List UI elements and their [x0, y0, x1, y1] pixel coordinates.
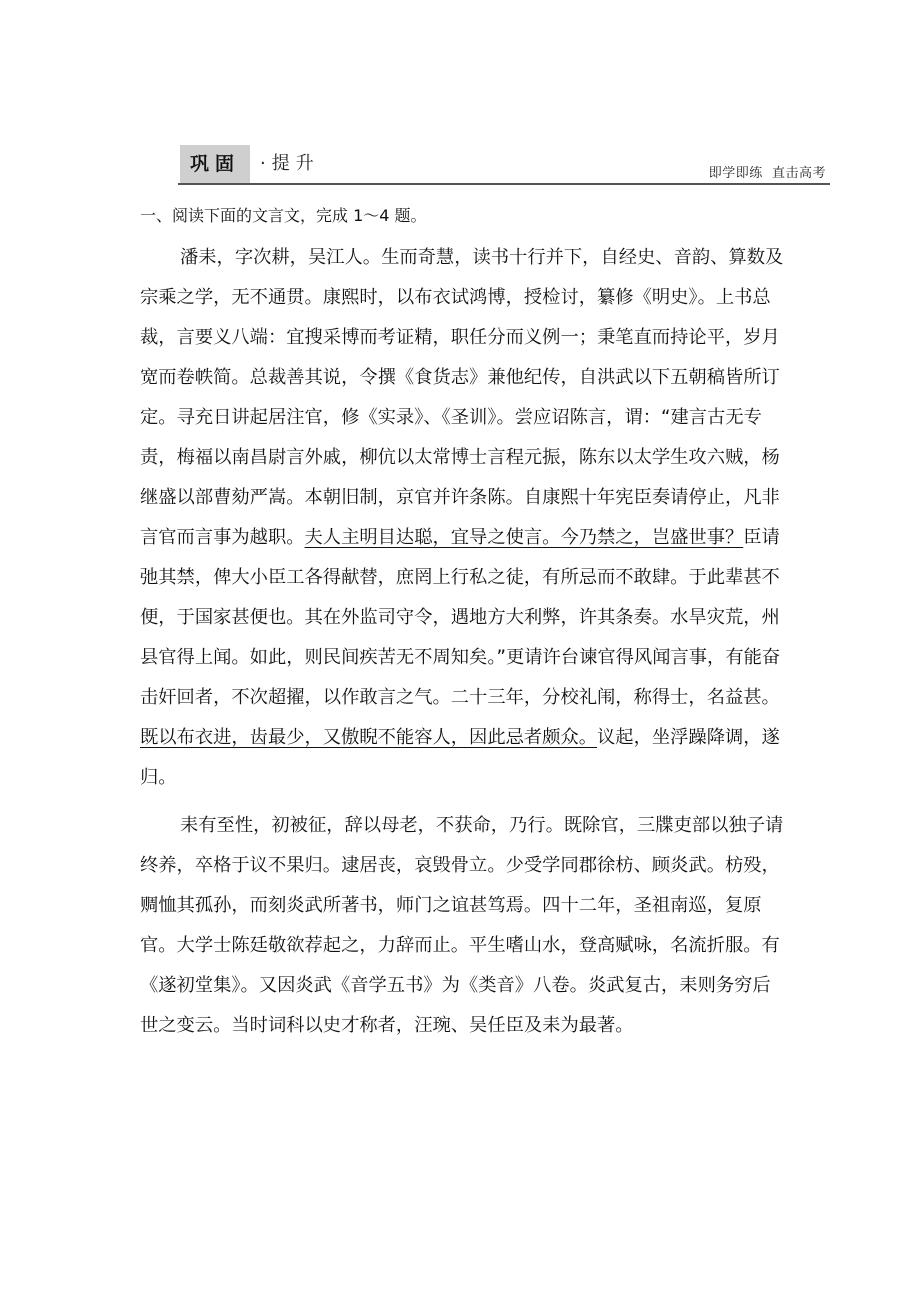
classical-text-passage — [140, 238, 786, 1046]
underlined-sentence-1: 夫人主明目达聪，宜导之使言。今乃禁之，岂盛世事？ — [304, 527, 744, 548]
paragraph-2: 耒有至性，初被征，辞以母老，不获命，乃行。既除官，三牒吏部以独子请终养，卒格于议不果归。逮居丧，哀毁骨立。少受学同郡徐枋、顾炎武。枋殁，赒恤其孤孙，而刻炎武所著书，师门之谊甚笃焉。四十二年，圣祖南巡，复原官。大学士陈廷敬欲荐起之，力辞而止。平生嗜山水，登高赋咏，名流折服。有《遂初堂集》。又因炎武《音学五书》为《类音》八卷。炎武复古，耒则务穷后世之变云。当时词科以史才称者，汪琬、吴任臣及耒为最著。 — [140, 815, 784, 1036]
paragraph-1-part-1: 潘耒，字次耕，吴江人。生而奇慧，读书十行并下，自经史、音韵、算数及宗乘之学，无不通贯。康熙时，以布衣试鸿博，授检讨，纂修《明史》。上书总裁，言要义八端：宜搜采博而考证精，职任分而义例一；秉笔直而持论平，岁月宽而卷帙简。总裁善其说，令撰《食货志》兼他纪传，自洪武以下五朝稿皆所订定。寻充日讲起居注官，修《实录》、《圣训》。尝应诏陈言，谓：“建言古无专责，梅福以南昌尉言外戚，柳伉以太常博士言程元振，陈东以太学生攻六贼，杨继盛以部曹劾严嵩。本朝旧制，京官并许条陈。自康熙十年宪臣奏请停止，凡非言官而言事为越职。 — [140, 247, 784, 548]
section-subtitle: ·提升 — [260, 153, 320, 174]
paragraph-1 — [140, 238, 786, 798]
section-tab-label: 巩固 — [180, 145, 250, 183]
header-divider — [178, 183, 830, 185]
header-slogan: 即学即练 直击高考 — [708, 166, 826, 181]
paragraph-1-part-3: 议起，坐浮躁降调，遂归。 — [140, 727, 780, 788]
section-header — [178, 145, 830, 185]
paragraph-1-part-2: 臣请弛其禁，俾大小臣工各得献替，庶罔上行私之徒，有所忌而不敢肆。于此辈甚不便，于国家甚便也。其在外监司守令，遇地方大利弊，许其条奏。水旱灾荒，州县官得上闻。如此，则民间疾苦无不周知矣。”更请许台谏官得风闻言事，有能奋击奸回者，不次超擢，以作敢言之气。二十三年，分校礼闱，称得士，名益甚。 — [140, 527, 781, 708]
question-title: 一、阅读下面的文言文，完成 1～4 题。 — [140, 206, 427, 225]
underlined-sentence-2: 既以布衣进，齿最少，又傲睨不能容人，因此忌者颇众。 — [140, 727, 598, 748]
